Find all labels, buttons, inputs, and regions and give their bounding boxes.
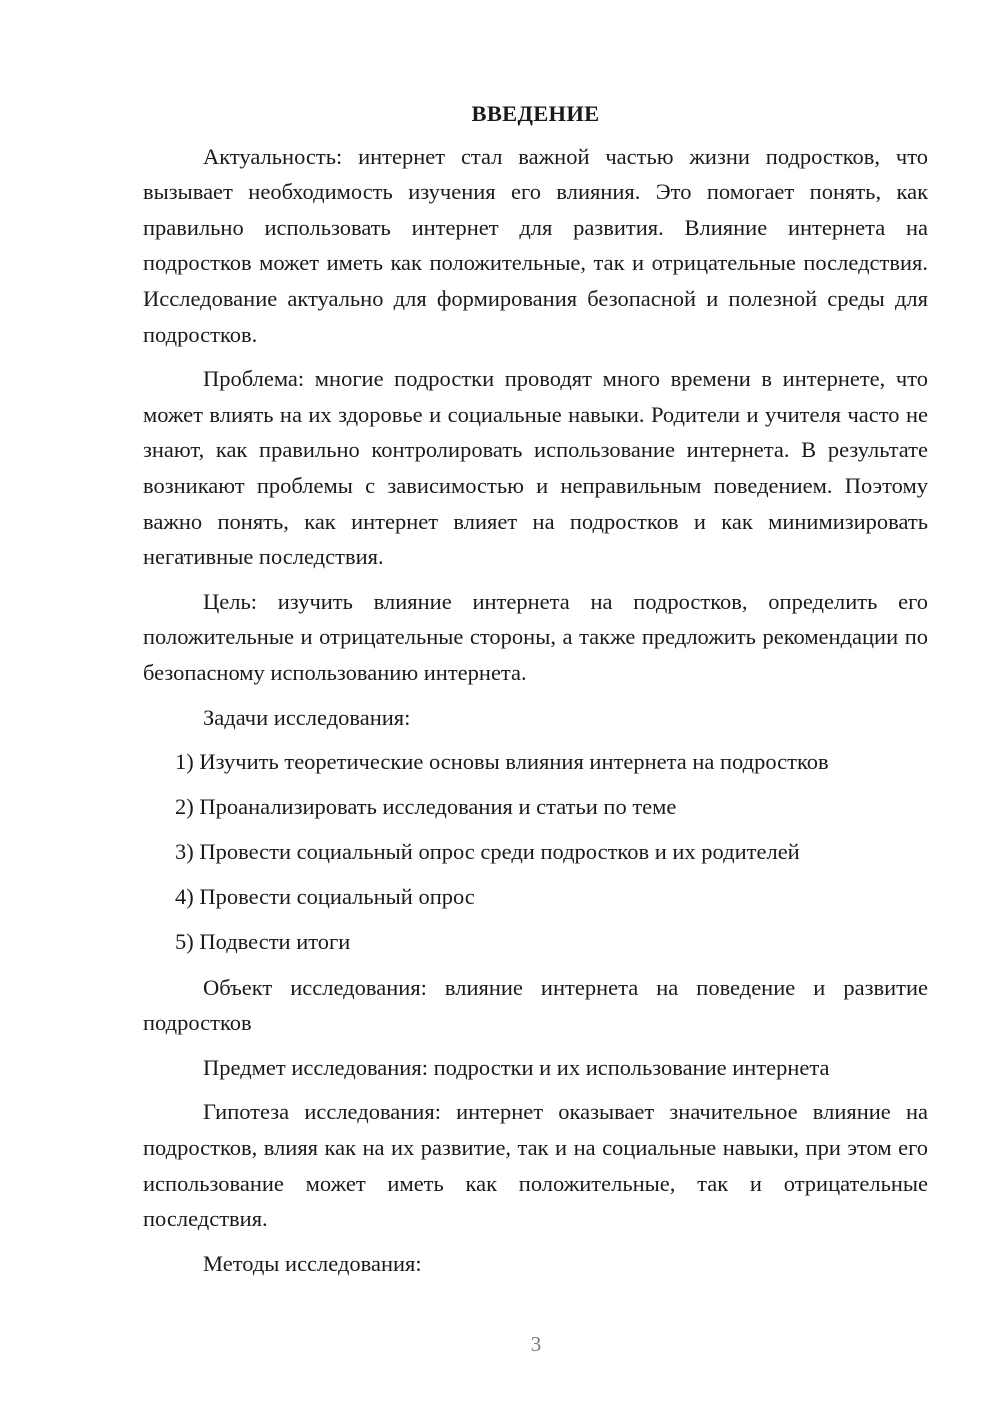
page-content xyxy=(143,96,928,1290)
tasks-list xyxy=(143,744,928,960)
subject-paragraph: Предмет исследования: подростки и их использование интернета xyxy=(203,1054,830,1080)
object-paragraph: Объект исследования: влияние интернета на поведение и развитие подростков xyxy=(143,974,928,1036)
hypothesis-paragraph: Гипотеза исследования: интернет оказывает значительное влияние на подростков, влияя как на их развитие, так и на социальные навыки, при этом его использование может иметь как положительные, так и отрицательные последствия. xyxy=(143,1099,928,1232)
problem-paragraph: Проблема: многие подростки проводят много времени в интернете, что может влиять на их здоровье и социальные навыки. Родители и учителя часто не знают, как правильно контролировать использование интернета. В результате возникают проблемы с зависимостью и неправильным поведением. Поэтому важно понять, как интернет влияет на подростков и как минимизировать негативные последствия. xyxy=(143,366,928,570)
list-item: 3) Провести социальный опрос среди подростков и их родителей xyxy=(175,839,800,865)
relevance-paragraph: Актуальность: интернет стал важной частью жизни подростков, что вызывает необходимость изучения его влияния. Это помогает понять, как правильно использовать интернет для развития. Влияние интернета на подростков может иметь как положительные, так и отрицательные последствия. Исследование актуально для формирования безопасной и полезной среды для подростков. xyxy=(143,143,928,347)
page-title: ВВЕДЕНИЕ xyxy=(471,101,600,126)
methods-heading: Методы исследования: xyxy=(203,1250,422,1276)
list-item: 1) Изучить теоретические основы влияния интернета на подростков xyxy=(175,749,829,775)
tasks-heading: Задачи исследования: xyxy=(203,704,411,730)
list-item: 4) Провести социальный опрос xyxy=(175,884,475,910)
goal-paragraph: Цель: изучить влияние интернета на подростков, определить его положительные и отрицательные стороны, а также предложить рекомендации по безопасному использованию интернета. xyxy=(143,588,928,685)
list-item: 2) Проанализировать исследования и статьи по теме xyxy=(175,794,677,820)
list-item: 5) Подвести итоги xyxy=(175,929,351,955)
page-number: 3 xyxy=(530,1332,542,1356)
